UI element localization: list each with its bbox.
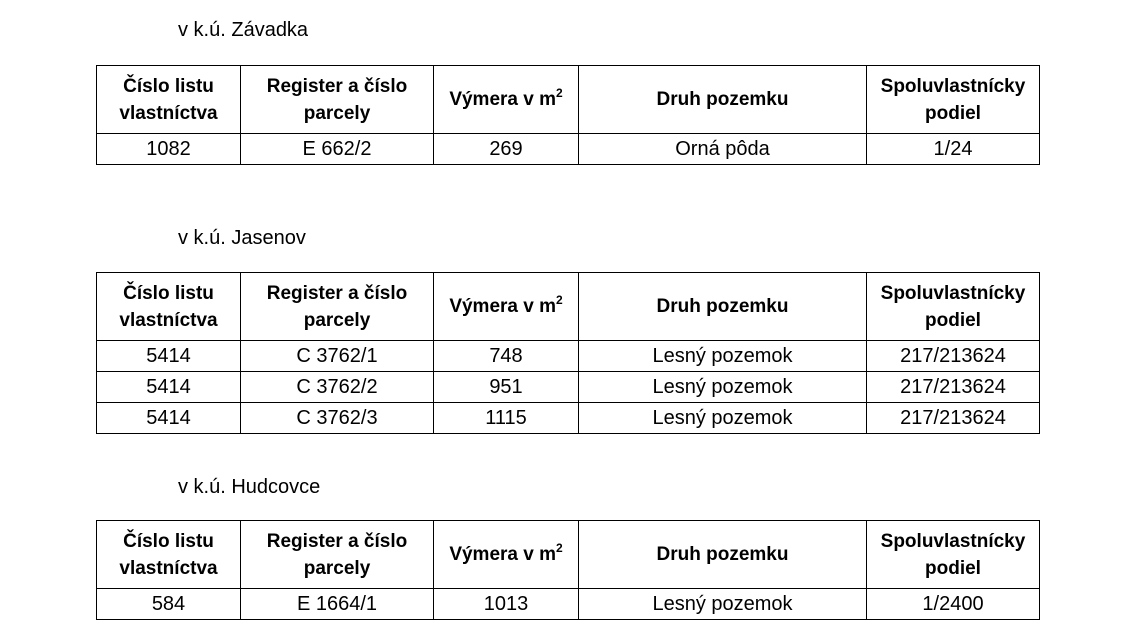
cell-parcel: C 3762/3 <box>241 403 434 434</box>
cell-type: Lesný pozemok <box>579 341 867 372</box>
table-row <box>97 372 1040 403</box>
table-header-row <box>97 273 1040 341</box>
cell-lv: 5414 <box>97 403 241 434</box>
cell-lv: 584 <box>97 589 241 620</box>
header-area: Výmera v $m^2$ <box>434 521 579 589</box>
header-parcel: Register a číslo parcely <box>241 273 434 341</box>
cell-parcel: E 662/2 <box>241 134 434 165</box>
header-type: Druh pozemku <box>579 273 867 341</box>
cell-share: 1/24 <box>867 134 1040 165</box>
cell-area: 1013 <box>434 589 579 620</box>
header-lv: Číslo listu vlastníctva <box>97 66 241 134</box>
header-lv: Číslo listu vlastníctva <box>97 273 241 341</box>
table-row <box>97 134 1040 165</box>
table-header-row <box>97 521 1040 589</box>
parcel-table-hudcovce <box>96 520 1040 620</box>
cell-area: 951 <box>434 372 579 403</box>
cell-type: Lesný pozemok <box>579 589 867 620</box>
cell-parcel: C 3762/2 <box>241 372 434 403</box>
cell-type: Lesný pozemok <box>579 403 867 434</box>
parcel-table-jasenov <box>96 272 1040 434</box>
cell-share: 217/213624 <box>867 341 1040 372</box>
section-title-jasenov: v k.ú. Jasenov <box>178 227 306 249</box>
table-row <box>97 589 1040 620</box>
cell-area: 748 <box>434 341 579 372</box>
cell-lv: 1082 <box>97 134 241 165</box>
cell-share: 1/2400 <box>867 589 1040 620</box>
cell-share: 217/213624 <box>867 403 1040 434</box>
header-lv: Číslo listu vlastníctva <box>97 521 241 589</box>
cell-parcel: E 1664/1 <box>241 589 434 620</box>
header-share: Spoluvlastnícky podiel <box>867 273 1040 341</box>
header-area: Výmera v $m^2$ <box>434 273 579 341</box>
table-header-row <box>97 66 1040 134</box>
cell-lv: 5414 <box>97 372 241 403</box>
cell-area: 1115 <box>434 403 579 434</box>
section-title-zavadka: v k.ú. Závadka <box>178 19 309 41</box>
cell-parcel: C 3762/1 <box>241 341 434 372</box>
cell-type: Orná pôda <box>579 134 867 165</box>
header-share: Spoluvlastnícky podiel <box>867 521 1040 589</box>
table-row <box>97 341 1040 372</box>
cell-type: Lesný pozemok <box>579 372 867 403</box>
cell-lv: 5414 <box>97 341 241 372</box>
header-parcel: Register a číslo parcely <box>241 66 434 134</box>
header-type: Druh pozemku <box>579 66 867 134</box>
parcel-table-zavadka <box>96 65 1040 165</box>
cell-share: 217/213624 <box>867 372 1040 403</box>
section-title-hudcovce: v k.ú. Hudcovce <box>178 476 321 498</box>
header-share: Spoluvlastnícky podiel <box>867 66 1040 134</box>
table-row <box>97 403 1040 434</box>
cell-area: 269 <box>434 134 579 165</box>
header-area: Výmera v $m^2$ <box>434 66 579 134</box>
header-type: Druh pozemku <box>579 521 867 589</box>
header-parcel: Register a číslo parcely <box>241 521 434 589</box>
